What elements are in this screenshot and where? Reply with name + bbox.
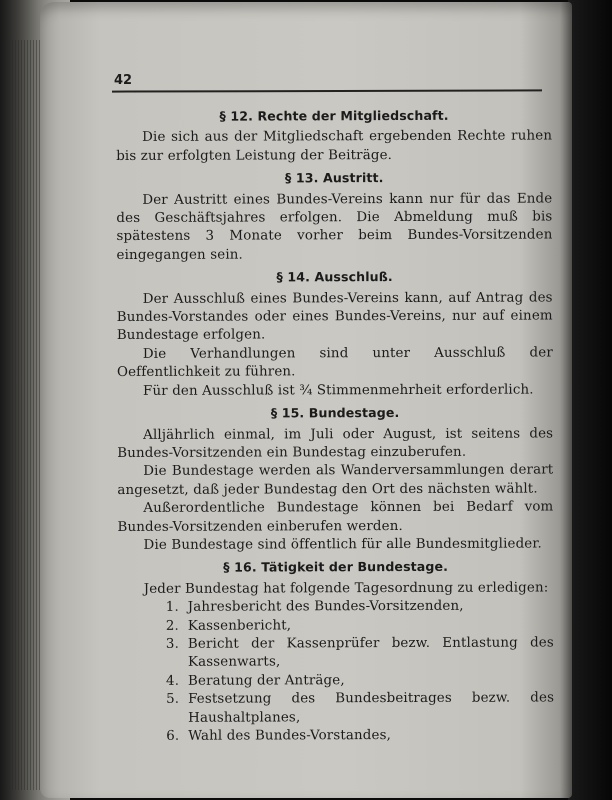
- section-12-paragraph: Die sich aus der Mitgliedschaft ergebenden Rechte ruhen bis zur erfolgten Leistung der Beiträge.: [116, 128, 553, 164]
- page-number: 42: [114, 73, 133, 88]
- section-12-heading: § 12. Rechte der Mitgliedschaft.: [219, 107, 449, 124]
- list-item-text: Kassenbericht,: [187, 617, 292, 634]
- list-item: [166, 616, 554, 636]
- list-item: [166, 598, 554, 618]
- section-15-heading: § 15. Bundestage.: [270, 405, 400, 421]
- section-13-heading: § 13. Austritt.: [284, 170, 384, 186]
- section-14-heading: § 14. Ausschluß.: [276, 269, 393, 285]
- list-item-text: Jahresbericht des Bundes-Vorsitzenden,: [187, 598, 464, 615]
- list-item-number: 3.: [165, 636, 179, 652]
- dark-background: [568, 0, 612, 800]
- section-15-paragraph: Außerordentliche Bundestage können bei Bedarf vom Bundes-Vorsitzenden einberufen werden.: [117, 499, 554, 535]
- section-14-paragraph: Für den Ausschluß ist ¾ Stimmenmehrheit erforderlich.: [142, 382, 534, 399]
- list-item: [166, 671, 554, 691]
- list-item-text: Wahl des Bundes-Vorstandes,: [188, 728, 392, 744]
- list-item-text: Festsetzung des Bundesbeitrages bezw. des Haushaltplanes,: [188, 690, 555, 726]
- list-item-number: 1.: [165, 599, 179, 615]
- section-15-paragraph: Die Bundestage sind öffentlich für alle Bundesmitglieder.: [143, 536, 542, 553]
- list-item-text: Beratung der Anträge,: [187, 672, 345, 689]
- section-13-paragraph: Der Austritt eines Bundes-Vereins kann nur für das Ende des Geschäftsjahres erfolgen. Die Abmeldung muß bis spätestens 3 Monate vorher beim Bundes-Vorsitzenden eingegangen sein.: [116, 191, 553, 263]
- list-item-number: 5.: [166, 691, 180, 708]
- section-15-paragraph: Die Bundestage werden als Wanderversammlungen derart angesetzt, daß jeder Bundestag den Ort des nächsten wählt.: [117, 462, 554, 498]
- list-item-number: 4.: [165, 673, 180, 689]
- agenda-list: [166, 598, 555, 747]
- list-item: [166, 634, 554, 672]
- list-item: [166, 690, 554, 728]
- page-content: [116, 102, 554, 746]
- section-15-paragraph: Alljährlich einmal, im Juli oder August, ist seitens des Bundes-Vorsitzenden ein Bundestag einzuberufen.: [117, 425, 554, 461]
- section-16-paragraph: Jeder Bundestag hat folgende Tagesordnung zu erledigen:: [143, 580, 549, 597]
- list-item-number: 2.: [165, 618, 179, 634]
- section-14-paragraph: Der Ausschluß eines Bundes-Vereins kann, auf Antrag des Bundes-Vorstandes oder eines Bundes-Vereins, nur auf einem Bundestage erfolgen.: [116, 290, 553, 344]
- list-item: [166, 726, 554, 746]
- section-16-heading: § 16. Tätigkeit der Bundestage.: [223, 559, 449, 575]
- section-14-paragraph: Die Verhandlungen sind unter Ausschluß der Oeffentlichkeit zu führen.: [116, 345, 553, 381]
- list-item-text: Bericht der Kassenprüfer bezw. Entlastung des Kassenwarts,: [187, 635, 554, 671]
- list-item-number: 6.: [166, 728, 180, 744]
